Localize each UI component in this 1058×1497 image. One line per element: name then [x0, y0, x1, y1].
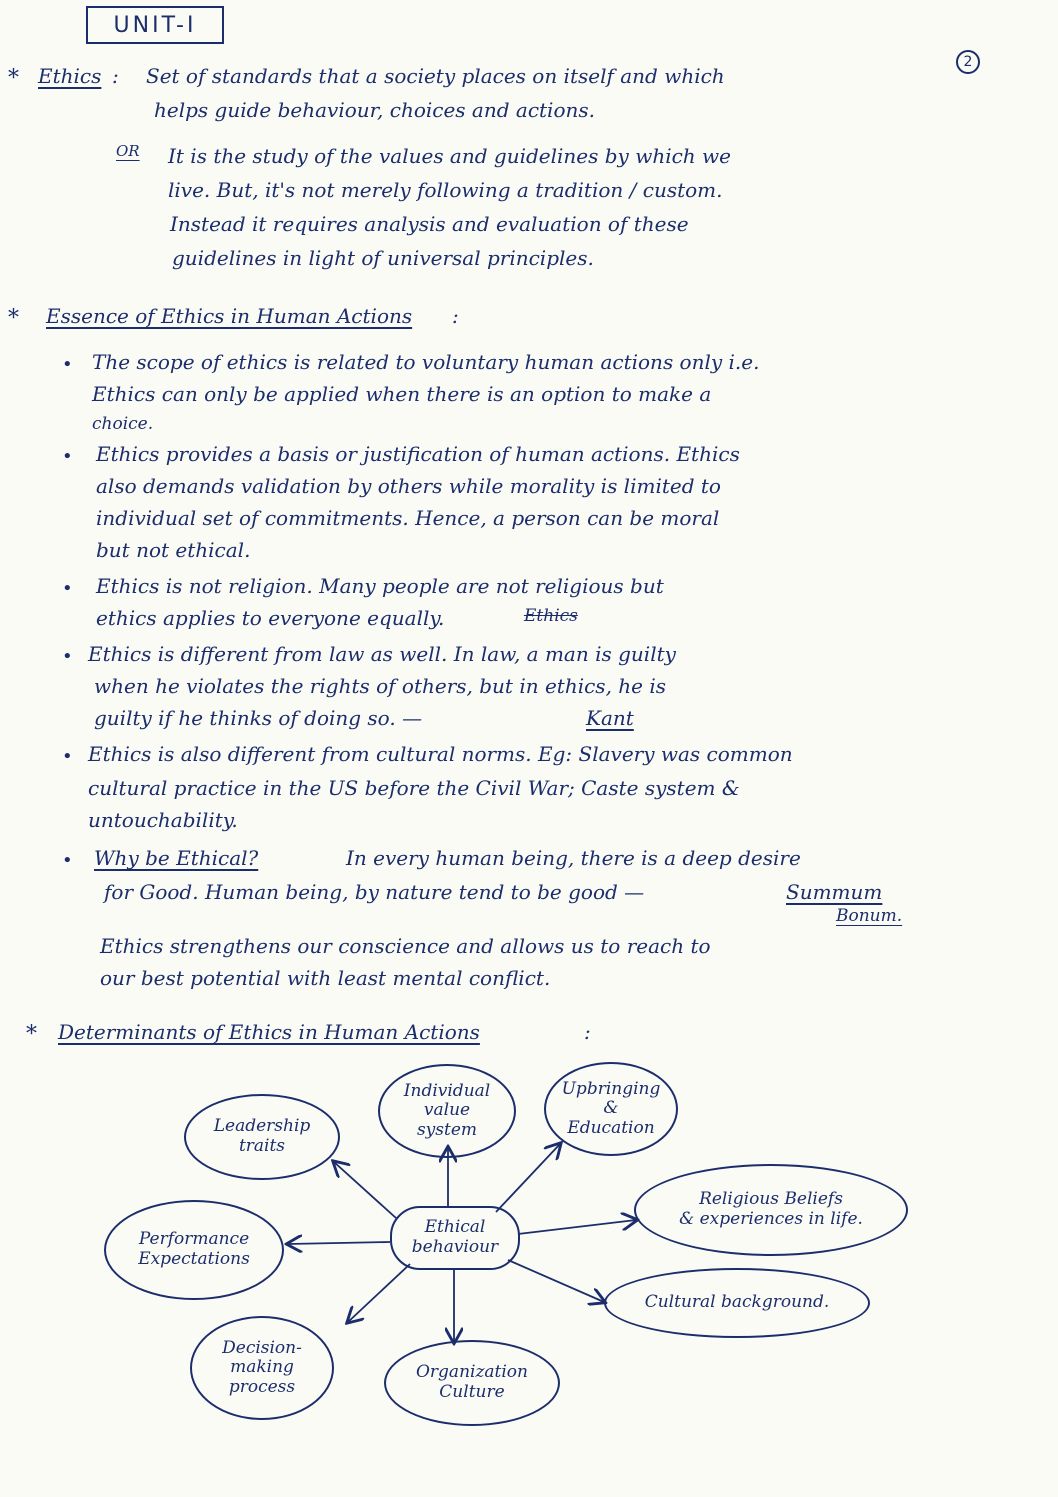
or-label: OR [116, 142, 140, 160]
ethics-alt-line2: live. But, it's not merely following a tradition / custom. [168, 178, 723, 202]
essence-b3-line1: Ethics is not religion. Many people are not religious but [96, 574, 664, 598]
page-number: 2 [956, 50, 980, 74]
essence-b4-author: Kant [586, 706, 634, 730]
bullet-dot-icon: • [62, 746, 73, 767]
essence-heading: Essence of Ethics in Human Actions [46, 304, 413, 328]
bonum-term: Bonum. [836, 906, 903, 926]
essence-colon: : [452, 304, 459, 328]
node-religious-beliefs: Religious Beliefs & experiences in life. [634, 1164, 908, 1256]
essence-b6-line2: for Good. Human being, by nature tend to be good — [104, 880, 645, 904]
essence-b2-line2: also demands validation by others while morality is limited to [96, 474, 721, 498]
star-bullet-icon: * [8, 306, 19, 331]
essence-b4-line2: when he violates the rights of others, but in ethics, he is [94, 674, 667, 698]
essence-b6-line3: Ethics strengthens our conscience and allows us to reach to [100, 934, 711, 958]
star-bullet-icon: * [8, 66, 19, 91]
essence-b1-line1: The scope of ethics is related to voluntary human actions only i.e. [92, 350, 760, 374]
bullet-dot-icon: • [62, 354, 73, 375]
unit-title: UNIT-I [86, 6, 224, 44]
node-cultural-background: Cultural background. [604, 1268, 870, 1338]
essence-b4-line1: Ethics is different from law as well. In law, a man is guilty [88, 642, 676, 666]
essence-b2-line1: Ethics provides a basis or justification of human actions. Ethics [96, 442, 740, 466]
ethics-alt-line4: guidelines in light of universal principles. [172, 246, 594, 270]
bullet-dot-icon: • [62, 578, 73, 599]
arrow-to-decision [348, 1264, 410, 1322]
node-performance-expectations: Performance Expectations [104, 1200, 284, 1300]
node-organization-culture: Organization Culture [384, 1340, 560, 1426]
ethics-colon: : [112, 64, 119, 88]
summum-term: Summum [786, 880, 883, 904]
essence-b5-line2: cultural practice in the US before the Civil War; Caste system & [88, 776, 740, 800]
essence-b1-line3: choice. [92, 414, 154, 434]
determinants-colon: : [584, 1020, 591, 1044]
arrow-to-performance [288, 1242, 390, 1244]
essence-b6-line4: our best potential with least mental conflict. [100, 966, 551, 990]
essence-b2-line4: but not ethical. [96, 538, 251, 562]
why-be-ethical-question: Why be Ethical? [94, 846, 259, 870]
star-bullet-icon: * [26, 1022, 37, 1047]
ethics-alt-line3: Instead it requires analysis and evaluation of these [170, 212, 689, 236]
node-decision-making-process: Decision- making process [190, 1316, 334, 1420]
essence-b1-line2: Ethics can only be applied when there is an option to make a [92, 382, 712, 406]
node-leadership-traits: Leadership traits [184, 1094, 340, 1180]
essence-b2-line3: individual set of commitments. Hence, a person can be moral [96, 506, 720, 530]
essence-b5-line1: Ethics is also different from cultural norms. Eg: Slavery was common [88, 742, 793, 766]
node-ethical-behaviour: Ethical behaviour [390, 1206, 520, 1270]
arrow-to-cultural [508, 1260, 604, 1302]
essence-b6-line1: In every human being, there is a deep desire [346, 846, 801, 870]
essence-b5-line3: untouchability. [88, 808, 238, 832]
essence-b3-line2: ethics applies to everyone equally. [96, 606, 445, 630]
bullet-dot-icon: • [62, 646, 73, 667]
arrow-to-religious [518, 1220, 636, 1234]
arrow-to-upbringing [496, 1144, 560, 1212]
bullet-dot-icon: • [62, 446, 73, 467]
arrow-to-leadership [334, 1162, 396, 1218]
bullet-dot-icon: • [62, 850, 73, 871]
node-upbringing-education: Upbringing & Education [544, 1062, 678, 1156]
essence-b4-line3: guilty if he thinks of doing so. — [94, 706, 423, 730]
determinants-heading: Determinants of Ethics in Human Actions [58, 1020, 480, 1044]
ethics-heading: Ethics [38, 64, 102, 88]
ethics-def-line1: Set of standards that a society places on itself and which [146, 64, 725, 88]
node-individual-value-system: Individual value system [378, 1064, 516, 1158]
ethics-def-line2: helps guide behaviour, choices and actions. [154, 98, 595, 122]
essence-b3-struck-word: Ethics [524, 606, 578, 626]
ethics-alt-line1: It is the study of the values and guidelines by which we [168, 144, 731, 168]
